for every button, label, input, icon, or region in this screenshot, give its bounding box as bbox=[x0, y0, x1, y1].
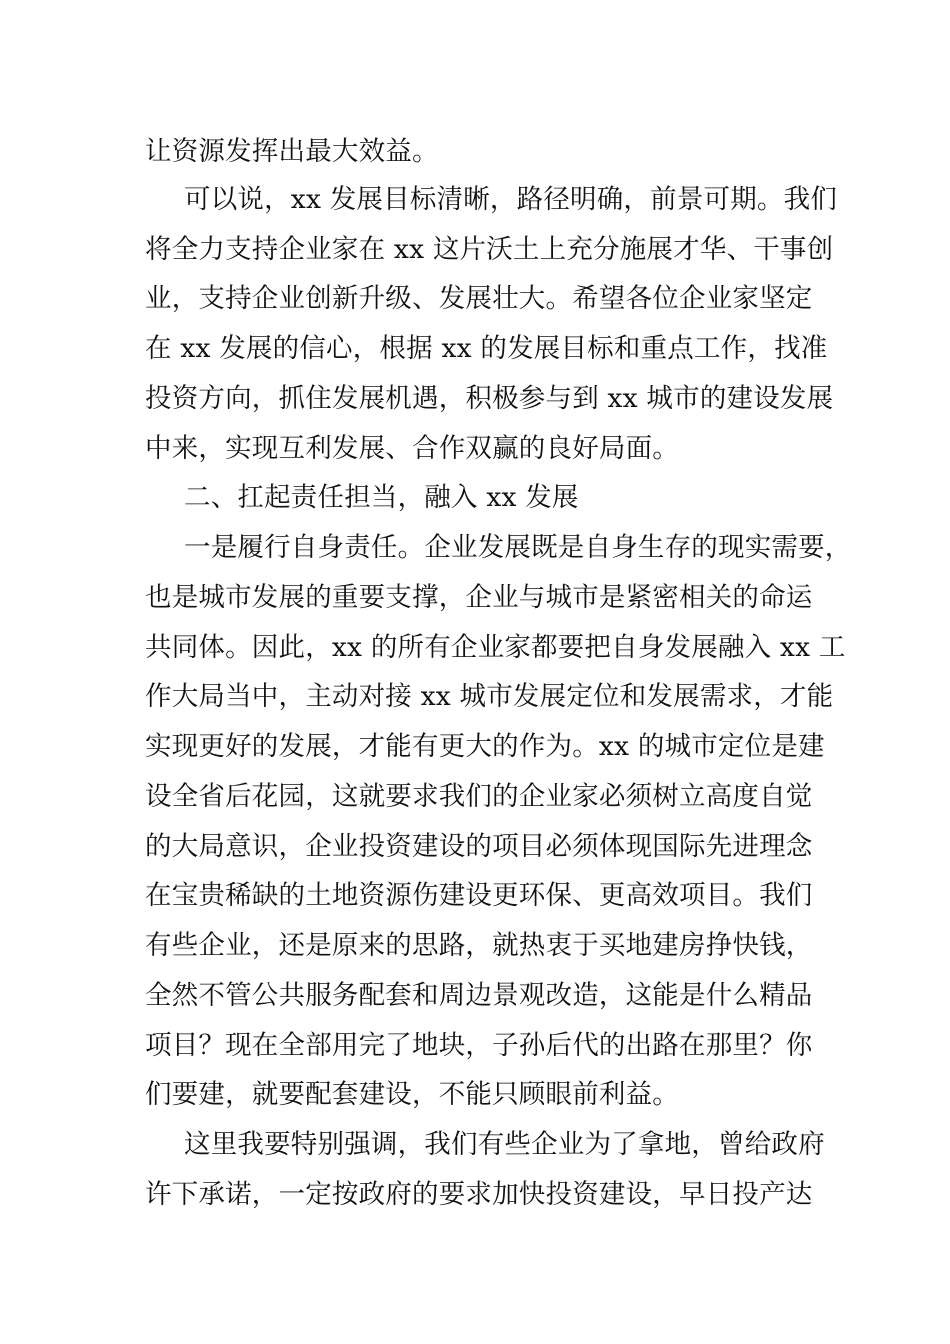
text-line: 业，支持企业创新升级、发展壮大。希望各位企业家坚定 bbox=[145, 283, 813, 314]
text-line: 在 xx 发展的信心，根据 xx 的发展目标和重点工作，找准 bbox=[145, 333, 828, 364]
text-line: 可以说，xx 发展目标清晰，路径明确，前景可期。我们 bbox=[184, 184, 838, 215]
text-line: 一是履行自身责任。企业发展既是自身生存的现实需要， bbox=[184, 532, 852, 563]
text-line: 中来，实现互利发展、合作双赢的良好局面。 bbox=[145, 433, 679, 464]
text-line: 作大局当中，主动对接 xx 城市发展定位和发展需求，才能 bbox=[145, 681, 834, 712]
text-line: 这里我要特别强调，我们有些企业为了拿地，曾给政府 bbox=[184, 1129, 825, 1160]
text-line: 将全力支持企业家在 xx 这片沃土上充分施展才华、干事创 bbox=[145, 234, 834, 265]
text-line: 实现更好的发展，才能有更大的作为。xx 的城市定位是建 bbox=[145, 731, 825, 762]
text-line: 许下承诺，一定按政府的要求加快投资建设，早日投产达 bbox=[145, 1179, 813, 1210]
section-heading: 二、扛起责任担当，融入 xx 发展 bbox=[184, 482, 579, 513]
text-line: 们要建，就要配套建设，不能只顾眼前利益。 bbox=[145, 1079, 679, 1110]
text-line: 全然不管公共服务配套和周边景观改造，这能是什么精品 bbox=[145, 980, 813, 1011]
text-line: 也是城市发展的重要支撑，企业与城市是紧密相关的命运 bbox=[145, 582, 813, 613]
text-line: 在宝贵稀缺的土地资源伤建设更环保、更高效项目。我们 bbox=[145, 880, 813, 911]
text-line: 设全省后花园，这就要求我们的企业家必须树立高度自觉 bbox=[145, 781, 813, 812]
text-line: 共同体。因此，xx 的所有企业家都要把自身发展融入 xx 工 bbox=[145, 632, 846, 663]
text-line: 投资方向，抓住发展机遇，积极参与到 xx 城市的建设发展 bbox=[145, 383, 834, 414]
text-line: 让资源发挥出最大效益。 bbox=[145, 136, 439, 167]
text-line: 的大局意识，企业投资建设的项目必须体现国际先进理念 bbox=[145, 831, 813, 862]
text-line: 项目？现在全部用完了地块，子孙后代的出路在那里？你 bbox=[145, 1030, 813, 1061]
text-line: 有些企业，还是原来的思路，就热衷于买地建房挣快钱， bbox=[145, 930, 813, 961]
